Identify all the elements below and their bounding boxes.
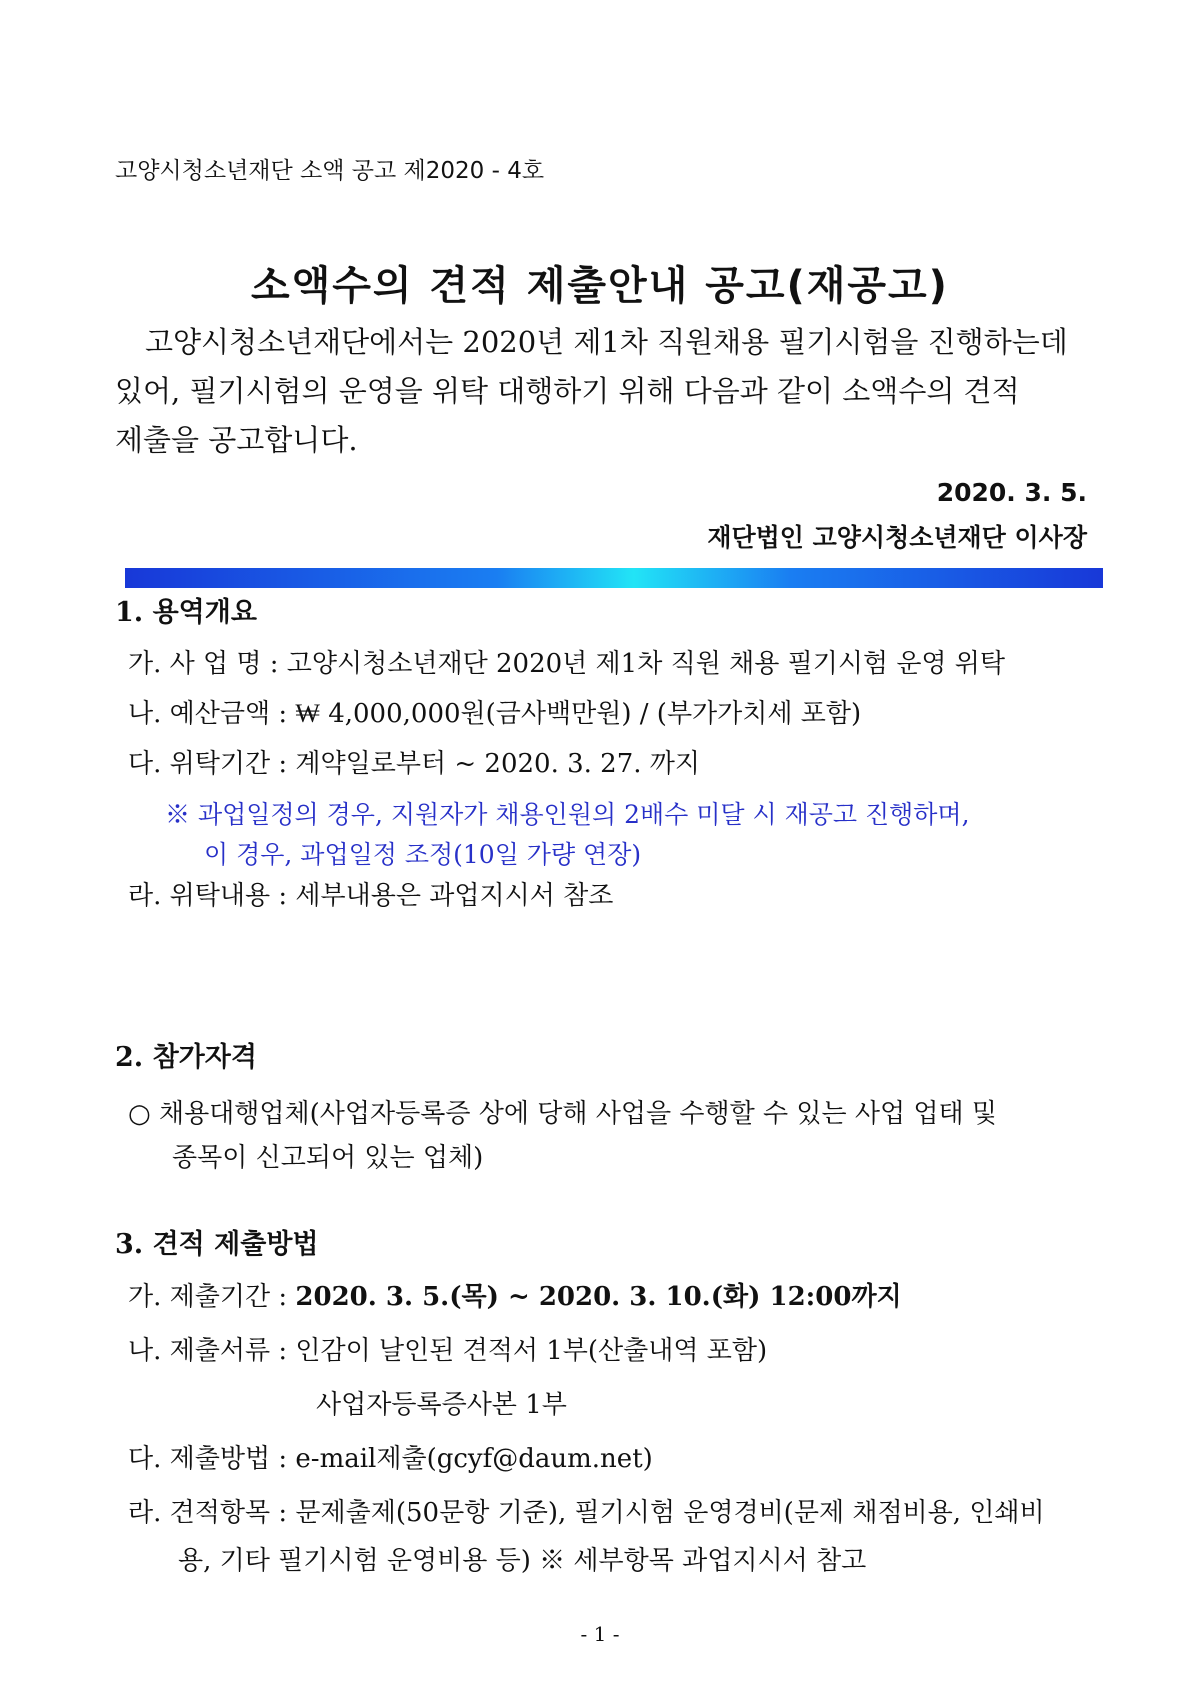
page-number: - 1 - xyxy=(580,1622,620,1646)
submission-period-value: 2020. 3. 5.(목) ~ 2020. 3. 10.(화) 12:00까지 xyxy=(295,1282,902,1312)
item-estimate-items: 라. 견적항목 : 문제출제(50문항 기준), 필기시험 운영경비(문제 채점비용, 인쇄비 xyxy=(128,1498,1045,1528)
section-2-heading: 2. 참가자격 xyxy=(115,1042,257,1073)
submission-period-label: 가. 제출기간 : xyxy=(128,1282,296,1312)
item-project-name: 가. 사 업 명 : 고양시청소년재단 2020년 제1차 직원 채용 필기시험 운영 위탁 xyxy=(128,649,1006,679)
intro-line: 있어, 필기시험의 운영을 위탁 대행하기 위해 다음과 같이 소액수의 견적 xyxy=(115,374,1020,408)
qualification-line1: ○ 채용대행업체(사업자등록증 상에 당해 사업을 수행할 수 있는 사업 업태 및 xyxy=(128,1099,997,1129)
section-3-heading: 3. 견적 제출방법 xyxy=(115,1229,319,1260)
qualification-line2: 종목이 신고되어 있는 업체) xyxy=(172,1143,484,1173)
item-submission-period xyxy=(128,1276,902,1313)
notice-number: 고양시청소년재단 소액 공고 제2020 - 4호 xyxy=(115,158,545,184)
item-contract-period: 다. 위탁기간 : 계약일로부터 ~ 2020. 3. 27. 까지 xyxy=(128,749,701,779)
item-estimate-items-line2: 용, 기타 필기시험 운영비용 등) ※ 세부항목 과업지시서 참고 xyxy=(178,1546,867,1576)
gradient-divider xyxy=(125,568,1103,588)
notice-date: 2020. 3. 5. xyxy=(936,478,1087,507)
intro-paragraph xyxy=(115,318,1085,465)
item-budget: 나. 예산금액 : ₩ 4,000,000원(금사백만원) / (부가가치세 포함) xyxy=(128,699,862,729)
intro-line: 제출을 공고합니다. xyxy=(115,423,358,457)
schedule-note-line2: 이 경우, 과업일정 조정(10일 가량 연장) xyxy=(204,840,642,869)
issuer-signature: 재단법인 고양시청소년재단 이사장 xyxy=(707,523,1087,552)
item-submission-method: 다. 제출방법 : e-mail제출(gcyf@daum.net) xyxy=(128,1444,653,1474)
item-contract-content: 라. 위탁내용 : 세부내용은 과업지시서 참조 xyxy=(128,881,614,911)
section-1-heading: 1. 용역개요 xyxy=(115,597,257,628)
item-submission-docs: 나. 제출서류 : 인감이 날인된 견적서 1부(산출내역 포함) xyxy=(128,1336,768,1366)
item-submission-docs-line2: 사업자등록증사본 1부 xyxy=(316,1390,567,1420)
schedule-note-line1: ※ 과업일정의 경우, 지원자가 채용인원의 2배수 미달 시 재공고 진행하며, xyxy=(165,800,970,829)
intro-line: 고양시청소년재단에서는 2020년 제1차 직원채용 필기시험을 진행하는데 xyxy=(145,325,1068,359)
page-title: 소액수의 견적 제출안내 공고(재공고) xyxy=(251,263,949,309)
